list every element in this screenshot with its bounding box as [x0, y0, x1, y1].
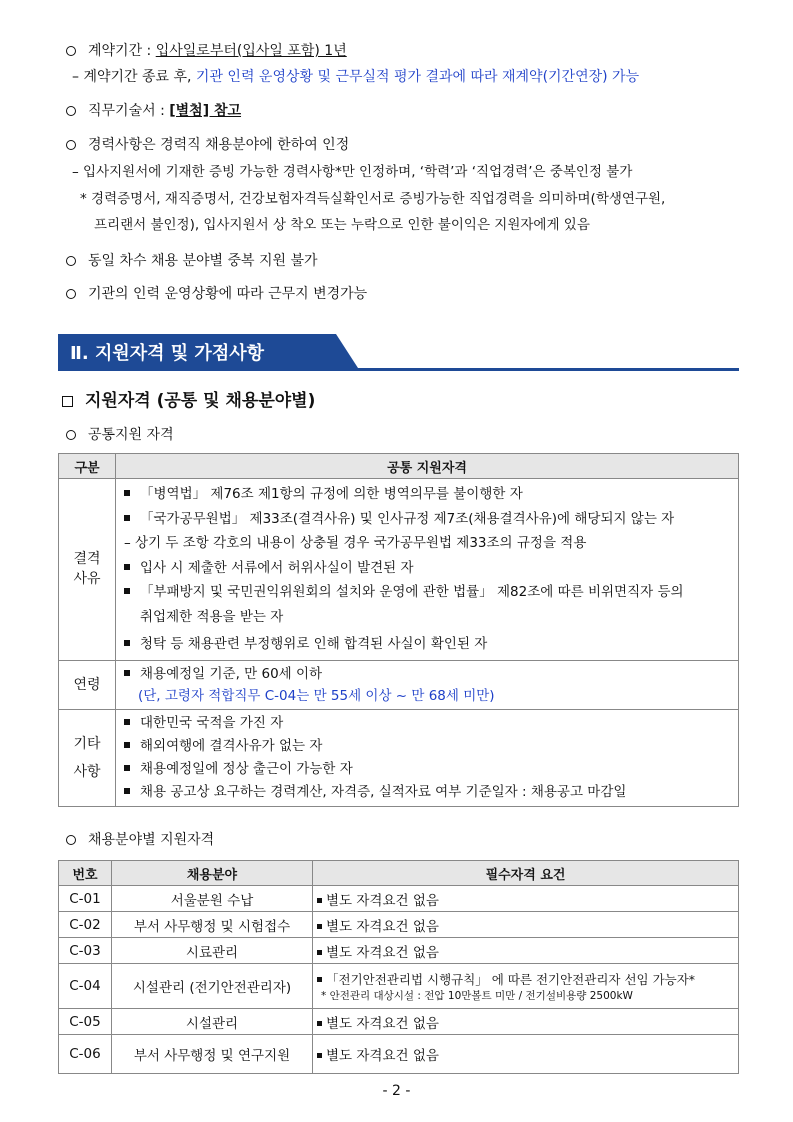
list-item: 대한민국 국적을 가진 자	[124, 712, 738, 735]
list-item: 해외여행에 결격사유가 없는 자	[124, 735, 738, 758]
age-note: (단, 고령자 적합직무 C-04는 만 55세 이상 ~ 만 68세 미만)	[138, 687, 495, 704]
common-qualification-table	[58, 453, 739, 807]
list-item: 취업제한 적용을 받는 자	[140, 608, 284, 625]
career-note-1: * 경력증명서, 재직증명서, 건강보험자격득실확인서로 증빙가능한 직업경력을 의미하며(학생연구원,	[80, 191, 666, 207]
section-title: Ⅱ. 지원자격 및 가점사항	[70, 343, 264, 364]
section-banner	[58, 334, 739, 372]
requirement-note: * 안전관리 대상시설 : 전압 10만볼트 미만 / 전기설비용량 2500kW	[321, 989, 633, 1002]
square-bullet-icon	[317, 924, 322, 929]
list-item: 「국가공무원법」 제33조(결격사유) 및 인사규정 제7조(채용결격사유)에 해당되지 않는 자	[124, 507, 738, 532]
list-item: 입사 시 제출한 서류에서 허위사실이 발견된 자	[124, 556, 738, 581]
circle-bullet-icon	[66, 835, 76, 845]
header-number: 번호	[59, 861, 112, 886]
etc-cell	[116, 709, 739, 806]
square-bullet-icon	[317, 1021, 322, 1026]
square-bullet-icon	[124, 490, 130, 496]
square-bullet-icon	[124, 788, 130, 794]
list-item: 채용예정일에 정상 출근이 가능한 자	[124, 758, 738, 781]
square-bullet-icon	[62, 396, 73, 407]
common-label: 공통지원 자격	[66, 426, 174, 444]
square-bullet-icon	[124, 588, 130, 594]
disqualification-cell	[116, 479, 739, 661]
header-field: 채용분야	[112, 861, 313, 886]
square-bullet-icon	[317, 950, 322, 955]
list-item: – 상기 두 조항 각호의 내용이 상충될 경우 국가공무원법 제33조의 규정을 적용	[124, 535, 587, 551]
table-row: C-02 부서 사무행정 및 시험접수 별도 자격요건 없음	[59, 912, 739, 938]
square-bullet-icon	[124, 670, 130, 676]
list-item: 채용예정일 기준, 만 60세 이하	[124, 663, 738, 685]
career-recognition: 경력사항은 경력직 채용분야에 한하여 인정	[66, 136, 349, 154]
age-cell	[116, 660, 739, 709]
square-bullet-icon	[124, 564, 130, 570]
banner-rule	[58, 368, 739, 371]
workplace-change: 기관의 인력 운영상황에 따라 근무지 변경가능	[66, 285, 367, 303]
header-requirement: 필수자격 요건	[313, 861, 739, 886]
square-bullet-icon	[124, 719, 130, 725]
field-qualification-table	[58, 860, 739, 1074]
table-row: C-01 서울분원 수납 별도 자격요건 없음	[59, 886, 739, 912]
career-note-2: 프리랜서 불인정), 입사지원서 상 착오 또는 누락으로 인한 불이익은 지원자에게 있음	[94, 217, 590, 233]
contract-renewal: – 계약기간 종료 후, 기관 인력 운영상황 및 근무실적 평가 결과에 따라 재계약(기간연장) 가능	[72, 69, 640, 85]
square-bullet-icon	[317, 898, 322, 903]
page-number: - 2 -	[382, 1083, 411, 1099]
circle-bullet-icon	[66, 430, 76, 440]
table-row: C-06 부서 사무행정 및 연구지원 별도 자격요건 없음	[59, 1035, 739, 1074]
table-row: C-05 시설관리 별도 자격요건 없음	[59, 1009, 739, 1035]
table-row: C-04 시설관리 (전기안전관리자) 「전기안전관리법 시행규칙」 에 따른 전기안전관리자 선임 가능자* * 안전관리 대상시설 : 전압 10만볼트 미만 / 전기설비용량 2500kW	[59, 964, 739, 1009]
job-description: 직무기술서 : [별첨] 참고	[66, 102, 241, 120]
age-label: 연령	[59, 660, 116, 709]
circle-bullet-icon	[66, 289, 76, 299]
square-bullet-icon	[124, 765, 130, 771]
square-bullet-icon	[124, 515, 130, 521]
list-item: 채용 공고상 요구하는 경력계산, 자격증, 실적자료 여부 기준일자 : 채용공고 마감일	[124, 781, 738, 804]
square-bullet-icon	[124, 742, 130, 748]
disqualification-label: 결격 사유	[59, 479, 116, 661]
field-label: 채용분야별 지원자격	[66, 831, 214, 849]
career-sub: – 입사지원서에 기재한 증빙 가능한 경력사항*만 인정하며, ‘학력’과 ‘직업경력’은 중복인정 불가	[72, 164, 633, 180]
duplicate-apply: 동일 차수 채용 분야별 중복 지원 불가	[66, 252, 318, 270]
list-item: 「병역법」 제76조 제1항의 규정에 의한 병역의무를 불이행한 자	[124, 482, 738, 507]
square-bullet-icon	[317, 1053, 322, 1058]
circle-bullet-icon	[66, 106, 76, 116]
etc-label: 기타 사항	[59, 709, 116, 806]
table-row: C-03 시료관리 별도 자격요건 없음	[59, 938, 739, 964]
circle-bullet-icon	[66, 140, 76, 150]
square-bullet-icon	[124, 640, 130, 646]
circle-bullet-icon	[66, 256, 76, 266]
list-item: 「부패방지 및 국민권익위원회의 설치와 운영에 관한 법률」 제82조에 따른 비위면직자 등의	[124, 580, 738, 605]
circle-bullet-icon	[66, 46, 76, 56]
contract-period: 계약기간 : 입사일로부터(입사일 포함) 1년	[66, 42, 347, 60]
subsection-title: 지원자격 (공통 및 채용분야별)	[62, 392, 315, 410]
square-bullet-icon	[317, 977, 322, 982]
header-common-qualification: 공통 지원자격	[116, 454, 739, 479]
header-category: 구분	[59, 454, 116, 479]
list-item: 청탁 등 채용관련 부정행위로 인해 합격된 사실이 확인된 자	[124, 632, 738, 657]
